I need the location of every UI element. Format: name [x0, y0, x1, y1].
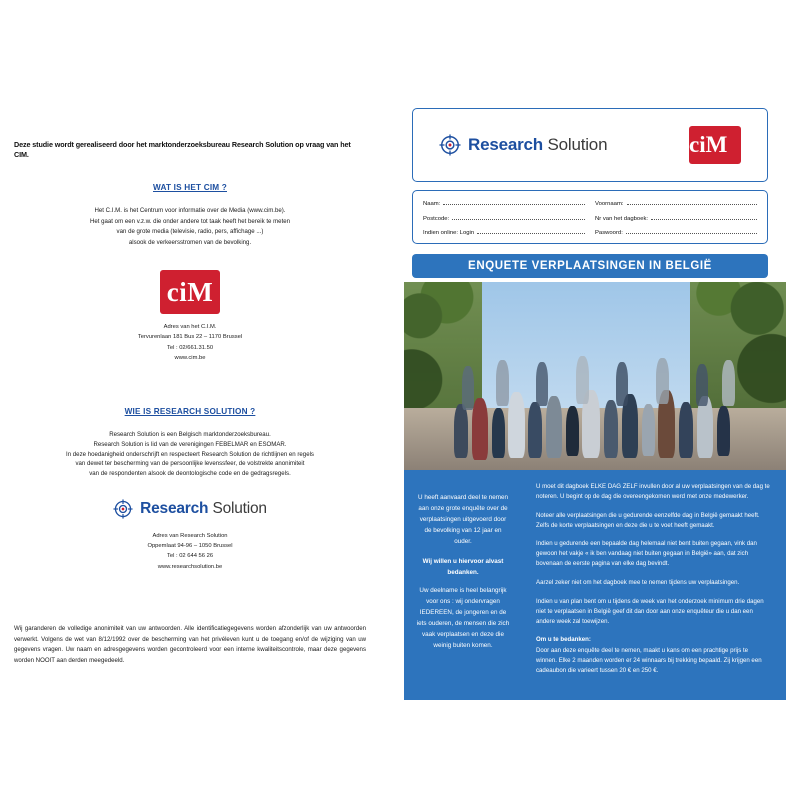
label-naam: Naam: [423, 201, 441, 207]
target-icon [113, 499, 133, 519]
cim-address-line-2: Tervurenlaan 181 Bus 22 – 1170 Brussel [137, 334, 243, 341]
photo-crowd [450, 346, 742, 466]
label-voornaam: Voornaam: [595, 201, 624, 207]
input-naam[interactable] [443, 198, 585, 205]
left-document-page [14, 140, 366, 680]
section1-line-4: alsook de verkeersstromen van de bevolking. [128, 238, 252, 246]
rs-address-line-1: Adres van Research Solution [152, 533, 228, 540]
label-dagboeknummer: Nr van het dagboek: [595, 215, 649, 222]
form-row-login [423, 227, 757, 236]
section1-line-2: Het gaat om een v.z.w. die onder andere tot taak heeft het bereik te meten [89, 217, 291, 225]
input-paswoord[interactable] [626, 227, 757, 234]
cim-logo: ciM [689, 126, 741, 164]
rs-word-research: Research [468, 135, 543, 154]
instructions-right-p5: Indien u van plan bent om u tijdens de week van het onderzoek minimum drie dagen niet te verplaatsen in België geef dit dan door aan onze enquêteur die u dan een andere week zal toewijzen. [536, 597, 764, 625]
instructions-left-p1: U heeft aanvaard deel te nemen aan onze grote enquête over de verplaatsingen uitgevoerd door de bevolking van 12 jaar en ouder. [418, 494, 508, 546]
cim-address-line-1: Adres van het C.I.M. [163, 324, 217, 331]
cim-logo-block [14, 270, 366, 314]
input-voornaam[interactable] [627, 198, 758, 205]
header-research-solution-logo [439, 134, 607, 156]
label-login: Indien online: Login [423, 230, 475, 236]
rs-address-line-2: Oppemlaat 94-96 – 1050 Brussel [147, 543, 233, 550]
instructions-right-reward-heading: Om u te bedanken: [536, 636, 591, 644]
header-logo-box [412, 108, 768, 182]
section2-line-5: van de respondenten alsook de deontologische code en de gedragsregels. [89, 470, 291, 478]
instructions-right-p1: U moet dit dagboek ELKE DAG ZELF invullen door al uw verplaatsingen van de dag te noteren. U begint op de dag die overeengekomen werd met onze medewerker. [536, 483, 770, 500]
instructions-left-p2: Uw deelname is heel belangrijk voor ons : wij ondervragen IEDEREEN, de jongeren en de iets ouderen, de mensen die zich vaak verplaatsen en deze die weinig buiten komen. [416, 587, 510, 650]
rs-word-research: Research [140, 500, 209, 518]
respondent-identification-form [412, 190, 768, 244]
rs-word-solution: Solution [547, 135, 608, 154]
input-login[interactable] [477, 227, 585, 234]
instructions-right-block [522, 470, 786, 700]
section-title-wie-is-research-solution: WIE IS RESEARCH SOLUTION ? [124, 406, 256, 416]
section2-line-2: Research Solution is lid van de verenigingen FEBELMAR en ESOMAR. [93, 440, 287, 448]
section2-line-3: In deze hoedanigheid onderschrijft en respecteert Research Solution de richtlijnen en regels [66, 450, 314, 458]
instructions-right-p4: Aarzel zeker niet om het dagboek mee te nemen tijdens uw verplaatsingen. [536, 579, 740, 587]
crowd-photo [404, 282, 786, 470]
field-postcode[interactable] [423, 213, 585, 222]
form-row-name [423, 198, 757, 207]
lead-paragraph: Deze studie wordt gerealiseerd door het marktonderzoeksbureau Research Solution op vraag van het CIM. [14, 140, 351, 159]
rs-address-line-4: www.researchsolution.be [157, 563, 223, 570]
input-postcode[interactable] [452, 213, 585, 220]
instructions-left-block [404, 470, 522, 700]
cim-address-line-3: Tel : 02/661.31.50 [166, 344, 214, 351]
rs-word-solution: Solution [212, 500, 267, 518]
label-paswoord: Paswoord: [595, 230, 623, 236]
section1-line-1: Het C.I.M. is het Centrum voor informatie over de Media (www.cim.be). [94, 207, 286, 215]
right-document-page [404, 108, 786, 700]
label-postcode: Postcode: [423, 215, 450, 222]
research-solution-logo-block [14, 499, 366, 519]
research-solution-wordmark [140, 500, 267, 518]
field-voornaam[interactable] [595, 198, 757, 207]
section-title-wat-is-het-cim: WAT IS HET CIM ? [153, 183, 227, 193]
field-login[interactable] [423, 227, 585, 236]
survey-title-banner: ENQUETE VERPLAATSINGEN IN BELGIË [412, 254, 768, 278]
field-naam[interactable] [423, 198, 585, 207]
section2-line-4: van dewet ter bescherming van de persoonlijke levenssfeer, de volstrekte anonimiteit [75, 460, 305, 468]
instructions-right-p3: Indien u gedurende een bepaalde dag helemaal niet bent buiten gegaan, vink dan gewoon het vakje « ik ben vandaag niet buiten gegaan in België» aan, dat zich bovenaan de eerste pagina van elke dag bevindt. [536, 540, 757, 568]
cim-logo: ciM [160, 270, 220, 314]
section2-line-1: Research Solution is een Belgisch marktonderzoeksbureau. [109, 430, 271, 438]
rs-address-line-3: Tel : 02 644 56 26 [166, 553, 214, 560]
instructions-right-p2: Noteer alle verplaatsingen die u gedurende eenzelfde dag in België gemaakt heeft. Zelfs de korte verplaatsingen en deze die u te voet heeft gemaakt. [536, 511, 760, 529]
instructions-right-reward-body: Door aan deze enquête deel te nemen, maakt u kans om een prachtige prijs te winnen. Elke 2 maanden worden er 24 winnaars bij trekking bepaald. Zij krijgen een cadeaubon die varieert tussen 20 € en 250 €. [536, 647, 762, 675]
instructions-left-thanks: Wij willen u hiervoor alvast bedanken. [422, 558, 504, 577]
cim-address-line-4: www.cim.be [174, 354, 206, 361]
input-dagboeknummer[interactable] [651, 213, 757, 220]
field-dagboeknummer[interactable] [595, 213, 757, 222]
survey-body [404, 282, 786, 700]
target-icon [439, 134, 461, 156]
header-rs-wordmark [468, 135, 607, 155]
section1-line-3: van de grote media (televisie, radio, pers, affichage ...) [116, 228, 264, 236]
form-row-postcode [423, 213, 757, 222]
privacy-footnote: Wij garanderen de volledige anonimiteit van uw antwoorden. Alle identificatiegegevens worden afzonderlijk van uw antwoorden verwerkt. Volgens de wet van 8/12/1992 over de bescherming van het privéleven kunt u de toegang en/of de wijziging van uw gegevens vragen. Uw naam en adresgegevens worden gecontroleerd voor een interne kwaliteitscontrole, maar deze gegevens worden NOOIT aan derden meegedeeld. [14, 624, 366, 665]
field-paswoord[interactable] [595, 227, 757, 236]
